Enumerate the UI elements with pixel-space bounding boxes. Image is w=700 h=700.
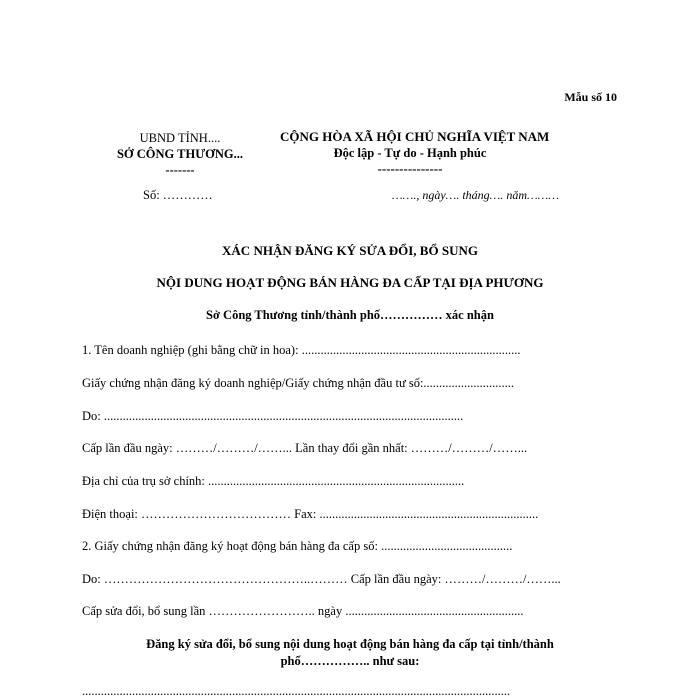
- confirmation-line: Sở Công Thương tỉnh/thành phố…………… xác nhận: [206, 308, 494, 322]
- field-issue-dates: Cấp lần đầu ngày: ………/………/……... Lần thay đổi gần nhất: ………/………/……...: [82, 441, 528, 455]
- field-multilevel-certificate: 2. Giấy chứng nhận đăng ký hoạt động bán hàng đa cấp số: ..........................................: [82, 539, 513, 553]
- field-business-certificate: Giấy chứng nhận đăng ký doanh nghiệp/Giấy chứng nhận đầu tư số:.............................: [82, 376, 515, 390]
- content-dotted-line: .........................................................................................................................................: [82, 684, 511, 698]
- authority-province: UBND TỈNH....: [139, 131, 221, 145]
- authority-department: SỞ CÔNG THƯƠNG...: [116, 147, 244, 161]
- document-title-line1: XÁC NHẬN ĐĂNG KÝ SỬA ĐỔI, BỔ SUNG: [222, 243, 478, 258]
- field-issued-by: Do: ...................................................................................................................: [82, 409, 464, 423]
- document-number: Số: …………: [143, 188, 213, 202]
- closing-statement: [100, 636, 600, 670]
- field-phone-fax: Điện thoại: ……………………………… Fax: ......................................................................: [82, 507, 539, 521]
- document-date: ……., ngày…. tháng…. năm………: [392, 188, 560, 202]
- closing-line1: Đăng ký sửa đổi, bổ sung nội dung hoạt động bán hàng đa cấp tại tỉnh/thành: [146, 637, 554, 651]
- closing-line2: phố…………….. như sau:: [280, 654, 420, 668]
- authority-divider: -------: [165, 163, 195, 177]
- national-motto: Độc lập - Tự do - Hạnh phúc: [333, 146, 487, 160]
- national-header: [280, 129, 550, 177]
- national-title: CỘNG HÒA XÃ HỘI CHỦ NGHĨA VIỆT NAM: [280, 129, 550, 144]
- field-head-office-address: Địa chỉ của trụ sở chính: ..................................................................................: [82, 474, 465, 488]
- issuing-authority: [100, 130, 260, 178]
- document-title-line2: NỘI DUNG HOẠT ĐỘNG BÁN HÀNG ĐA CẤP TẠI ĐỊA PHƯƠNG: [156, 275, 544, 290]
- field-company-name: 1. Tên doanh nghiệp (ghi bằng chữ in hoa): ......................................................................: [82, 343, 521, 357]
- field-amendment: Cấp sửa đổi, bổ sung lần …………………….. ngày .........................................................: [82, 604, 524, 618]
- field-certificate-issued-by: Do: …………………………………………..……… Cấp lần đầu ngày: ………/………/……...: [82, 572, 561, 586]
- form-number: Mẫu số 10: [564, 90, 617, 104]
- national-divider: ---------------: [377, 161, 443, 176]
